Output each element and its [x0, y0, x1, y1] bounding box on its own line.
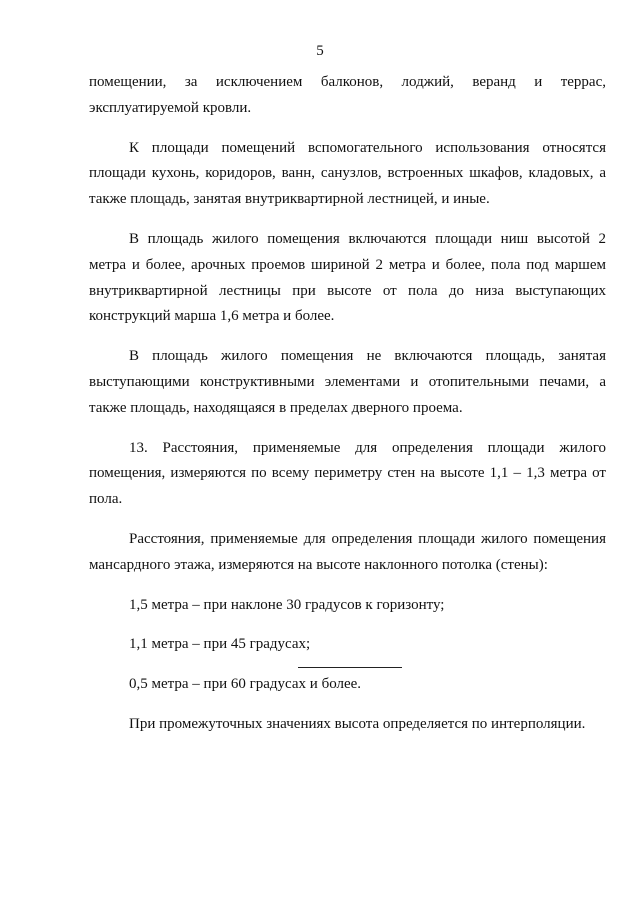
paragraph-included-areas: В площадь жилого помещения включаются площади ниш высотой 2 метра и более, арочных проемов шириной 2 метра и более, пола под маршем внутриквартирной лестницы при высоте от пола до низа выступающих конструкций марша 1,6 метра и более. — [89, 230, 606, 325]
paragraph-item-13: 13. Расстояния, применяемые для определения площади жилого помещения, измеряются по всему периметру стен на высоте 1,1 – 1,3 метра от пола. — [89, 439, 606, 508]
end-separator-line — [298, 667, 402, 668]
paragraph-auxiliary-areas: К площади помещений вспомогательного использования относятся площади кухонь, коридоров, ванн, санузлов, встроенных шкафов, кладовых, а также площадь, занятая внутриквартирной лестницей, и иные. — [89, 139, 606, 208]
paragraph-excluded-areas: В площадь жилого помещения не включаются площадь, занятая выступающими конструктивными элементами и отопительными печами, а также площадь, находящаяся в пределах дверного проема. — [89, 348, 606, 416]
list-item-30-degrees: 1,5 метра – при наклоне 30 градусов к горизонту; — [129, 596, 445, 613]
page-number: 5 — [316, 43, 324, 59]
paragraph-attic-floor: Расстояния, применяемые для определения площади жилого помещения мансардного этажа, измеряются на высоте наклонного потолка (стены): — [89, 530, 606, 573]
list-item-45-degrees: 1,1 метра – при 45 градусах; — [129, 636, 311, 653]
paragraph-continuation: помещении, за исключением балконов, лоджий, веранд и террас, эксплуатируемой кровли. — [89, 74, 606, 116]
list-item-60-degrees: 0,5 метра – при 60 градусах и более. — [129, 676, 362, 693]
paragraph-interpolation: При промежуточных значениях высота определяется по интерполяции. — [129, 715, 586, 732]
document-body — [89, 70, 606, 738]
